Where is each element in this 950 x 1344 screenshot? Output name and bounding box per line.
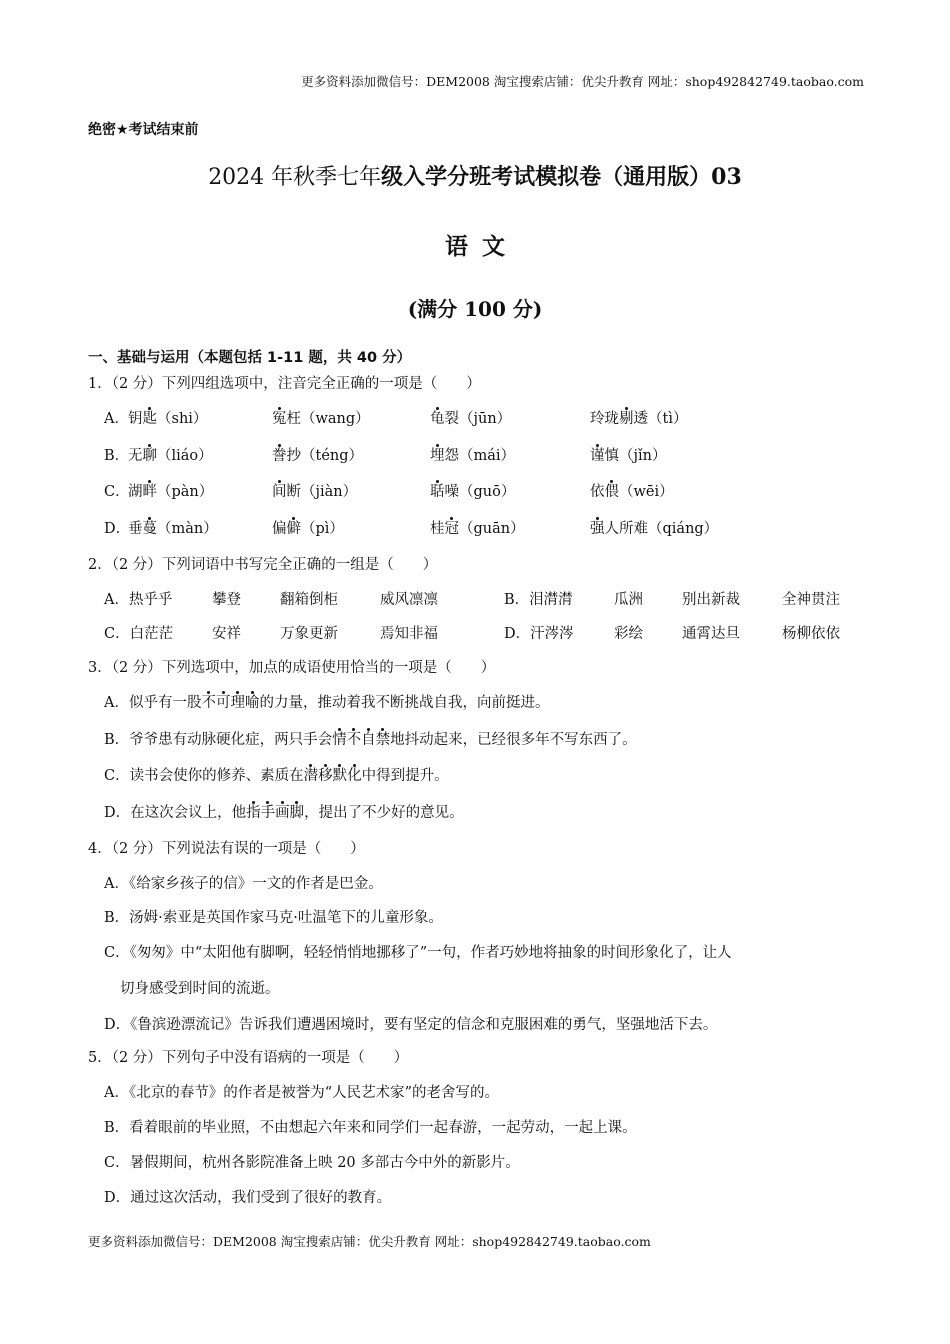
q2-word: D．汗涔涔: [504, 626, 574, 642]
emphasized-char: 聊: [142, 448, 157, 464]
item-text: 垂: [128, 521, 143, 537]
emphasized-char: 喻: [244, 695, 260, 711]
q1-option-item: [272, 407, 370, 428]
question-2-stem: 2．（2 分）下列词语中书写完全正确的一组是（ ）: [88, 557, 438, 573]
item-text: 慎（jǐn）: [604, 448, 667, 464]
item-text: 断（jiàn）: [286, 484, 358, 500]
full-score: (满分 100 分): [407, 297, 543, 321]
q2-word: B．泪潸潸: [504, 592, 573, 608]
option-text: B．爷爷患有动脉硬化症，两只手会: [104, 732, 333, 748]
option-text: C．读书会使你的修养、素质在: [104, 768, 304, 784]
q1-option-item: [590, 480, 674, 501]
item-text: （pàn）: [157, 484, 214, 500]
option-text: ，提出了不少好的意见。: [304, 805, 464, 821]
page-header: 更多资料添加微信号：DEM2008 淘宝搜索店铺：优尖升教育 网址：shop492842749.taobao.com: [301, 74, 864, 89]
q2-word: 万象更新: [280, 626, 338, 642]
question-3-stem: 3．（2 分）下列选项中，加点的成语使用恰当的一项是（ ）: [88, 660, 496, 676]
q2-word: A．热乎乎: [104, 592, 173, 608]
q2-word: 安祥: [212, 626, 241, 642]
q2-word: 全神贯注: [782, 592, 840, 608]
question-1-stem: 1．（2 分）下列四组选项中，注音完全正确的一项是（ ）: [88, 376, 481, 392]
emphasized-char: 僻: [286, 521, 301, 537]
emphasized-char: 禁: [375, 732, 391, 748]
q3-option: [104, 691, 549, 712]
emphasized-char: 匙: [142, 411, 157, 427]
q2-word: 翻箱倒柜: [280, 592, 338, 608]
item-text: 钥: [128, 411, 143, 427]
emphasized-char: 间: [272, 484, 287, 500]
question-4-stem: 4．（2 分）下列说法有误的一项是（ ）: [88, 841, 365, 857]
title-prefix: 2024 年秋季七年: [208, 165, 382, 190]
option-text: D．在这次会议上，他: [104, 805, 247, 821]
emphasized-char: 强: [590, 521, 605, 537]
emphasized-char: 化: [347, 768, 362, 784]
q1-option-item: [272, 517, 344, 538]
q2-word: 彩绘: [614, 626, 643, 642]
q2-word: 别出新裁: [682, 592, 740, 608]
q1-option-item: [430, 444, 515, 465]
item-text: 玲珑: [590, 411, 619, 427]
q1-option-item: [590, 444, 666, 465]
emphasized-char: 畔: [142, 484, 157, 500]
emphasized-char: 冠: [444, 521, 459, 537]
subject-title: 语文: [445, 233, 519, 260]
q3-option: [104, 801, 464, 822]
item-text: （wēi）: [619, 484, 674, 500]
question-4-option-a: A．《给家乡孩子的信》一文的作者是巴金。: [104, 876, 383, 892]
item-text: 怨（mái）: [444, 448, 516, 464]
emphasized-char: 不: [201, 695, 216, 711]
item-text: 裂（jūn）: [444, 411, 512, 427]
q1-option-item: [590, 407, 687, 428]
emphasized-char: 剔: [619, 411, 634, 427]
q1-option-label: B．: [104, 448, 130, 464]
item-text: 透（tì）: [633, 411, 688, 427]
emphasized-char: 冤: [272, 411, 287, 427]
item-text: 人所难（qiáng）: [604, 521, 719, 537]
q2-word: 通霄达旦: [682, 626, 740, 642]
emphasized-char: 偎: [604, 484, 619, 500]
emphasized-char: 可: [215, 695, 231, 711]
item-text: 无: [128, 448, 143, 464]
page-footer: 更多资料添加微信号：DEM2008 淘宝搜索店铺：优尖升教育 网址：shop492842749.taobao.com: [88, 1234, 651, 1249]
emphasized-char: 谨: [590, 448, 605, 464]
question-4-option-c: C．《匆匆》中“太阳他有脚啊，轻轻悄悄地挪移了”一句，作者巧妙地将抽象的时间形象化了，让人: [104, 945, 732, 961]
q1-option-item: [128, 444, 213, 465]
q1-option-item: [128, 517, 218, 538]
emphasized-char: 移: [318, 768, 333, 784]
emphasized-char: 手: [260, 805, 276, 821]
emphasized-char: 脚: [289, 805, 305, 821]
emphasized-char: 画: [275, 805, 290, 821]
title-bold: 级入学分班考试模拟卷（通用版）03: [381, 164, 742, 190]
question-5-stem: 5．（2 分）下列句子中没有语病的一项是（ ）: [88, 1050, 409, 1066]
item-text: （liáo）: [157, 448, 213, 464]
item-text: （pì）: [301, 521, 344, 537]
item-text: 抄（téng）: [286, 448, 364, 464]
emphasized-char: 聒: [430, 484, 445, 500]
q1-option-item: [590, 517, 718, 538]
item-text: 桂: [430, 521, 445, 537]
emphasized-char: 龟: [430, 411, 445, 427]
question-5-option-c: C．暑假期间，杭州各影院准备上映 20 多部古今中外的新影片。: [104, 1155, 520, 1171]
item-text: 噪（guō）: [444, 484, 516, 500]
q2-word: 焉知非福: [380, 626, 438, 642]
confidential-label: 绝密★考试结束前: [88, 122, 199, 138]
question-5-option-a: A．《北京的春节》的作者是被誉为“人民艺术家”的老舍写的。: [104, 1085, 500, 1101]
emphasized-char: 理: [230, 695, 245, 711]
item-text: 依: [590, 484, 605, 500]
item-text: （guān）: [459, 521, 525, 537]
option-text: A．似乎有一股: [104, 695, 202, 711]
emphasized-char: 默: [332, 768, 348, 784]
emphasized-char: 指: [246, 805, 261, 821]
question-5-option-b: B．看着眼前的毕业照，不由想起六年来和同学们一起春游，一起劳动，一起上课。: [104, 1120, 637, 1136]
q1-option-item: [430, 480, 515, 501]
emphasized-char: 情: [332, 732, 347, 748]
exam-title: [0, 160, 950, 191]
emphasized-char: 埋: [430, 448, 445, 464]
q3-option: [104, 728, 637, 749]
q2-word: 瓜洲: [614, 592, 643, 608]
emphasized-char: 潜: [303, 768, 319, 784]
q2-word: 杨柳依依: [782, 626, 840, 642]
item-text: 偏: [272, 521, 287, 537]
option-text: 的力量，推动着我不断挑战自我，向前挺进。: [259, 695, 550, 711]
q3-option: [104, 764, 449, 785]
question-4-option-c-cont: 切身感受到时间的流逝。: [120, 981, 280, 997]
item-text: （shi）: [157, 411, 208, 427]
emphasized-char: 自: [361, 732, 376, 748]
q1-option-label: D．: [104, 521, 131, 537]
emphasized-char: 誊: [272, 448, 287, 464]
emphasized-char: 不: [346, 732, 362, 748]
item-text: （màn）: [157, 521, 218, 537]
q1-option-label: A．: [104, 411, 129, 427]
section-heading: 一、基础与运用（本题包括 1-11 题，共 40 分）: [88, 350, 412, 366]
q1-option-item: [272, 444, 363, 465]
question-5-option-d: D．通过这次活动，我们受到了很好的教育。: [104, 1190, 392, 1206]
question-4-option-d: D．《鲁滨逊漂流记》告诉我们遭遇困境时，要有坚定的信念和克服困难的勇气，坚强地活下去。: [104, 1017, 718, 1033]
q1-option-item: [430, 407, 511, 428]
q1-option-item: [430, 517, 525, 538]
q1-option-item: [128, 407, 207, 428]
q2-word: 攀登: [212, 592, 241, 608]
q2-word: C．白茫茫: [104, 626, 174, 642]
q2-word: 威风凛凛: [380, 592, 438, 608]
q1-option-item: [128, 480, 213, 501]
option-text: 地抖动起来，已经很多年不写东西了。: [390, 732, 637, 748]
option-text: 中得到提升。: [361, 768, 449, 784]
item-text: 湖: [128, 484, 143, 500]
emphasized-char: 蔓: [142, 521, 157, 537]
q1-option-item: [272, 480, 357, 501]
q1-option-label: C．: [104, 484, 130, 500]
question-4-option-b: B．汤姆·索亚是英国作家马克·吐温笔下的儿童形象。: [104, 910, 443, 926]
item-text: 枉（wang）: [286, 411, 370, 427]
